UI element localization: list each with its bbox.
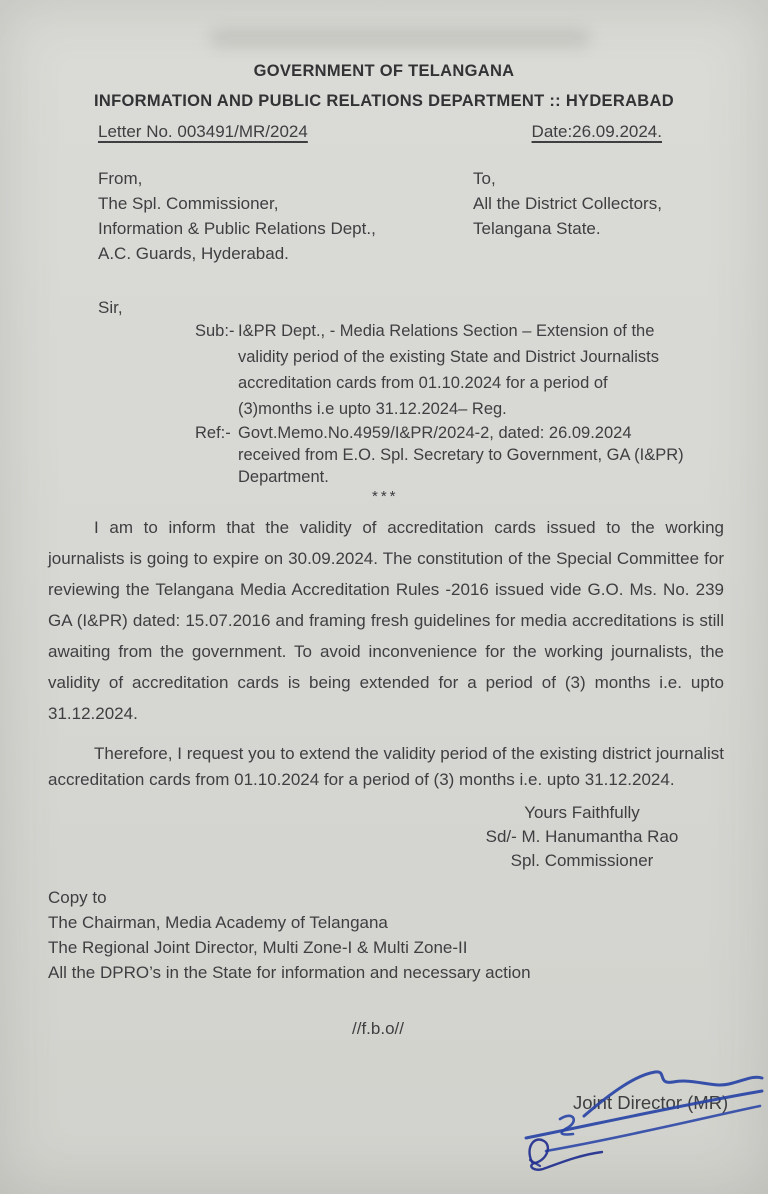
from-line: A.C. Guards, Hyderabad. (98, 244, 289, 263)
to-line: Telangana State. (473, 219, 601, 238)
signature-block (470, 801, 694, 873)
subject-line: accreditation cards from 01.10.2024 for a period of (238, 374, 608, 392)
subject-line: validity period of the existing State and District Journalists (238, 348, 659, 366)
sender-address (98, 166, 438, 266)
reference-block (195, 422, 768, 488)
signer-designation: Spl. Commissioner (510, 851, 654, 870)
salutation: Sir, (98, 298, 123, 317)
countersign-designation: Joint Director (MR) (573, 1092, 729, 1113)
to-label: To, (473, 169, 496, 188)
subject-first-line (195, 318, 768, 344)
reference-line: Department. (238, 468, 329, 486)
copy-to-block (48, 885, 768, 985)
copy-to-line: The Chairman, Media Academy of Telangana (48, 913, 388, 932)
from-label: From, (98, 169, 143, 188)
separator-asterisks: *** (372, 488, 399, 505)
government-title: GOVERNMENT OF TELANGANA (253, 62, 515, 80)
subject-label: Sub:- (195, 322, 235, 340)
subject-line: (3)months i.e upto 31.12.2024– Reg. (238, 400, 507, 418)
closing-phrase: Yours Faithfully (524, 803, 640, 822)
initial-ink (516, 1126, 608, 1180)
copy-to-line: All the DPRO’s in the State for information and necessary action (48, 963, 531, 982)
from-line: The Spl. Commissioner, (98, 194, 279, 213)
letterhead (0, 56, 768, 116)
department-title: INFORMATION AND PUBLIC RELATIONS DEPARTMENT :: HYDERABAD (94, 92, 674, 110)
copy-to-label: Copy to (48, 888, 107, 907)
from-line: Information & Public Relations Dept., (98, 219, 376, 238)
forwarded-by-order: //f.b.o// (352, 1019, 404, 1038)
letter-meta-row (0, 122, 768, 144)
copy-to-line: The Regional Joint Director, Multi Zone-I & Multi Zone-II (48, 938, 468, 957)
scan-bleedthrough (210, 28, 590, 48)
body-paragraph-1: I am to inform that the validity of accreditation cards issued to the working journalists is going to expire on 30.09.2024. The constitution of the Special Committee for reviewing the Telangana Media Accreditation Rules -2016 issued vide G.O. Ms. No. 239 GA (I&PR) dated: 15.07.2016 and framing fresh guidelines for media accreditations is still awaiting from the government. To avoid inconvenience for the working journalists, the validity of accreditation cards is being extended for a period of (3) months i.e. upto 31.12.2024. (48, 518, 724, 723)
letter-date: Date:26.09.2024. (531, 122, 662, 141)
letter-number: Letter No. 003491/MR/2024 (98, 122, 308, 141)
address-row (0, 166, 768, 266)
reference-label: Ref:- (195, 424, 231, 442)
signed-by: Sd/- M. Hanumantha Rao (485, 827, 679, 846)
reference-line: received from E.O. Spl. Secretary to Government, GA (I&PR) (238, 446, 684, 464)
to-line: All the District Collectors, (473, 194, 662, 213)
subject-block (195, 318, 768, 422)
initial-ink-area (516, 1126, 608, 1180)
reference-first-line (195, 422, 768, 444)
subject-line: I&PR Dept., - Media Relations Section – Extension of the (238, 322, 655, 340)
body-paragraph-2: Therefore, I request you to extend the validity period of the existing district journalist accreditation cards from 01.10.2024 for a period of (3) months i.e. upto 31.12.2024. (48, 744, 724, 789)
reference-line: Govt.Memo.No.4959/I&PR/2024-2, dated: 26.09.2024 (238, 424, 632, 442)
recipient-address (473, 166, 662, 266)
